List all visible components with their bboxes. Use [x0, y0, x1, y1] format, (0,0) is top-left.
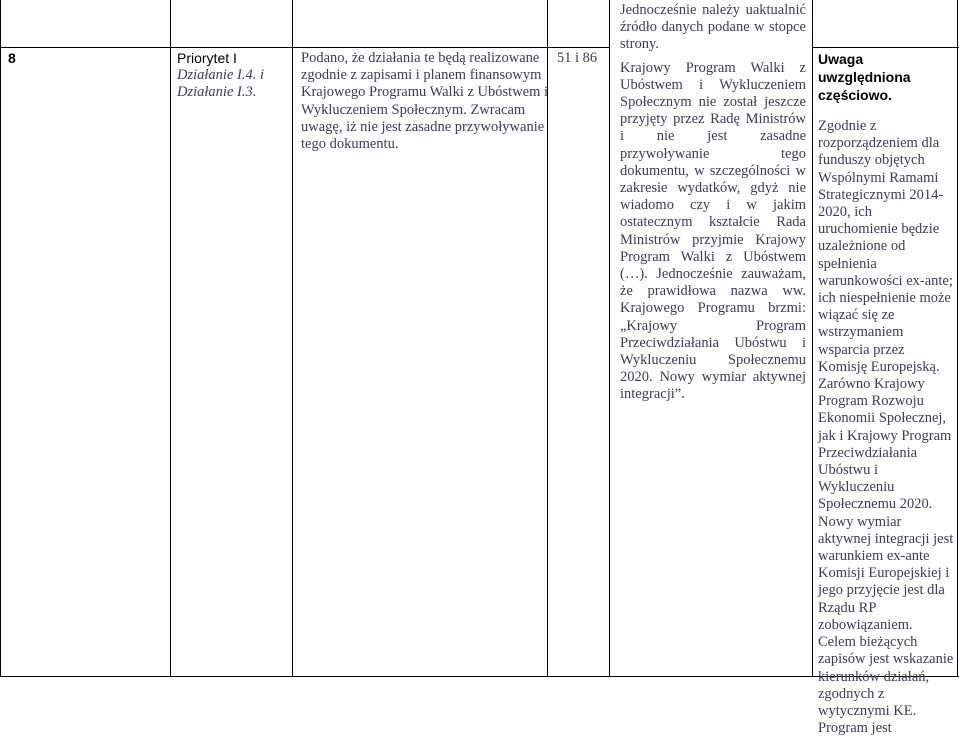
page-reference: 51 i 86 — [556, 50, 598, 66]
table-border-left — [0, 0, 1, 677]
response-text: Zgodnie z rozporządzeniem dla funduszy objętych Wspólnymi Ramami Strategicznymi 2014-2020, ich uruchomienie będzie uzależnione od spełnienia warunkowości ex-ante; ich niespełnienie może wiązać się ze wstrzymaniem wsparcia przez Komisję Europejską. Zarówno Krajowy Program Rozwoju Ekonomii Społecznej, jak i Krajowy Program Przeciwdziałania Ubóstwu i Wykluczeniu Społecznemu 2020. Nowy wymiar aktywnej integracji jest warunkiem ex-ante Komisji Europejskiej i jego przyjęcie jest dla Rządu RP zobowiązaniem. Celem bieżących zapisów jest wskazanie kierunków działań, zgodnych z wytycznymi KE. Program jest — [818, 118, 954, 737]
comment-text: Krajowy Program Walki z Ubóstwem i Wykluczeniem Społecznym nie został jeszcze przyjęty przez Radę Ministrów i nie jest zasadne przywoływanie tego dokumentu, w szczególności w zakresie wydatków, gdyż nie wiadomo czy i w jakim ostatecznym kształcie Rada Ministrów przyjmie Krajowy Program Walki z Ubóstwem (…). Jednocześnie zauważam, że prawidłowa nazwa ww. Krajowego Programu brzmi: „Krajowy Program Przeciwdziałania Ubóstwu i Wykluczeniu Społecznemu 2020. Nowy wymiar aktywnej integracji”. — [620, 59, 806, 403]
priority-cell — [177, 50, 287, 102]
priority-actions: Działanie I.4. i Działanie I.3. — [177, 67, 264, 101]
description-cell: Podano, że działania te będą realizowane zgodnie z zapisami i planem finansowym Krajowego Programu Walki z Ubóstwem i Wykluczeniem Społecznym. Zwracam uwagę, iż nie jest zasadne przywoływanie tego dokumentu. — [301, 50, 549, 153]
response-verdict: Uwaga uwzględniona częściowo. — [818, 51, 911, 103]
column-divider — [292, 0, 293, 677]
column-divider — [609, 0, 610, 677]
row-divider — [0, 47, 610, 48]
table-border-right — [957, 0, 958, 677]
comment-cell — [620, 0, 806, 404]
row-divider — [812, 47, 959, 48]
column-divider — [170, 0, 171, 677]
priority-title: Priorytet I — [177, 50, 237, 66]
row-number: 8 — [8, 50, 16, 66]
column-divider — [812, 0, 813, 677]
response-cell — [818, 50, 954, 737]
comment-continuation: Jednocześnie należy uaktualnić źródło danych podane w stopce strony. — [620, 2, 806, 53]
